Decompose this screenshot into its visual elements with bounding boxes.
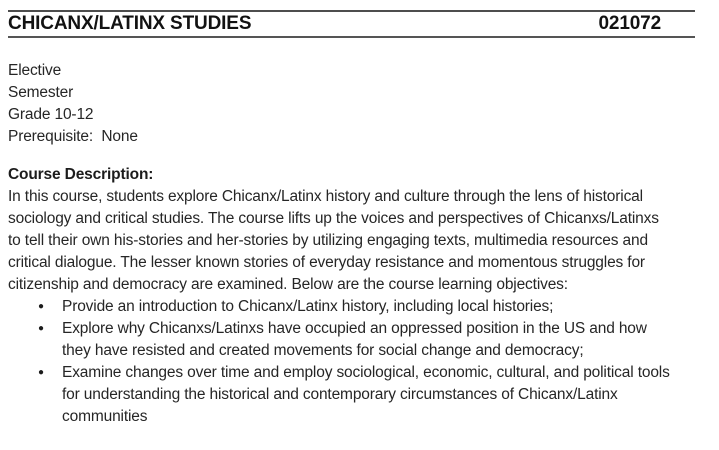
course-description-paragraph: In this course, students explore Chicanx/Latinx history and culture through the lens of historical sociology and critical studies. The course lifts up the voices and perspectives of Chicanxs/Latinxs to tell their own his-stories and her-stories by utilizing engaging texts, multimedia resources and critical dialogue. The lesser known stories of everyday resistance and momentous struggles for citizenship and democracy are examined. Below are the course learning objectives:: [8, 188, 659, 293]
bullet-icon: ●: [38, 367, 44, 378]
course-grade-range: Grade 10-12: [8, 106, 94, 123]
objective-text: Provide an introduction to Chicanx/Latinx history, including local histories;: [62, 298, 554, 315]
course-description-section: [8, 164, 719, 428]
bullet-icon: ●: [38, 301, 44, 312]
course-type: Elective: [8, 62, 62, 79]
bullet-icon: ●: [38, 323, 44, 334]
course-header: [8, 10, 695, 38]
list-item: [8, 318, 672, 362]
course-info-block: [8, 60, 719, 148]
list-item: [8, 296, 672, 318]
course-description-heading: Course Description:: [8, 166, 154, 183]
list-item: [8, 362, 672, 428]
learning-objectives-list: [8, 296, 719, 428]
course-term: Semester: [8, 84, 74, 101]
objective-text: Explore why Chicanxs/Latinxs have occupied an oppressed position in the US and how they have resisted and created movements for social change and democracy;: [62, 320, 647, 359]
course-prerequisite: Prerequisite: None: [8, 128, 138, 145]
course-title: CHICANX/LATINX STUDIES: [8, 13, 252, 34]
course-code: 021072: [598, 13, 661, 34]
objective-text: Examine changes over time and employ sociological, economic, cultural, and political tools for understanding the historical and contemporary circumstances of Chicanx/Latinx communities: [62, 364, 670, 425]
